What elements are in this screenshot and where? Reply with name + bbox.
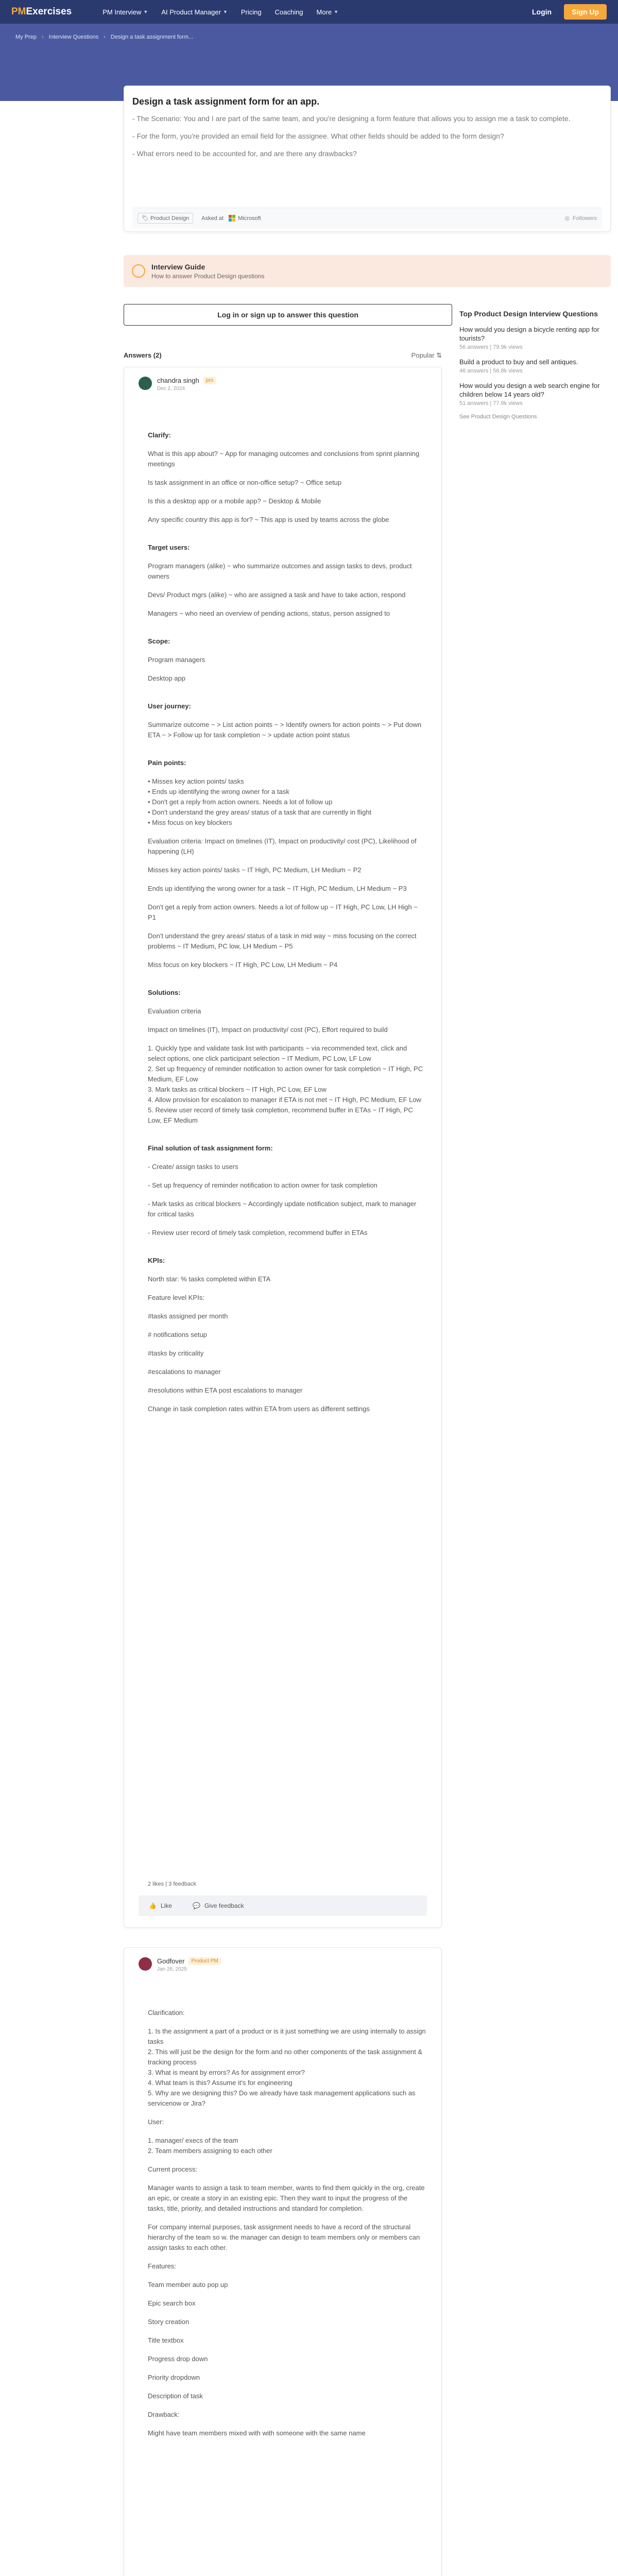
guide-title: Interview Guide: [151, 262, 205, 271]
question-title: Design a task assignment form for an app.: [132, 96, 320, 107]
answer-paragraph: 1. manager/ execs of the team 2. Team members assigning to each other: [148, 2137, 272, 2155]
answer-paragraph: • Misses key action points/ tasks • Ends up identifying the wrong owner for a task • Don't get a reply from action owners. Needs a lot of follow up • Don't understand the grey areas/ status of a task that are currently in flight • Miss focus on key blockers: [148, 777, 372, 826]
answer-body: [148, 1999, 426, 2438]
section-heading: Clarify:: [148, 431, 171, 439]
answer-paragraph: Miss focus on key blockers ~ IT High, PC Low, LH Medium ~ P4: [148, 961, 338, 969]
breadcrumb-separator: ›: [41, 34, 44, 40]
question-fields: - For the form, you're provided an email field for the assignee. What other fields should be added to the form design?: [132, 132, 504, 140]
answer-paragraph: Priority dropdown: [148, 2374, 200, 2381]
breadcrumb-separator: ›: [104, 34, 106, 40]
breadcrumb-interview-questions[interactable]: Interview Questions: [48, 34, 99, 40]
answer-paragraph: - Create/ assign tasks to users: [148, 1163, 238, 1171]
answer-paragraph: Don't understand the grey areas/ status of a task in mid way ~ miss focusing on the correct problems ~ IT Medium, PC low, LH Medium ~ P5: [148, 932, 417, 950]
question-scenario: - The Scenario: You and I are part of the same team, and you're designing a form feature that allows you to assign me a task to complete.: [132, 114, 571, 123]
answer-paragraph: Program managers (alike) ~ who summarize outcomes and assign tasks to devs, product owners: [148, 562, 412, 580]
signup-button[interactable]: Sign Up: [564, 4, 607, 20]
guide-subtitle: How to answer Product Design questions: [151, 272, 265, 280]
top-navbar: [0, 0, 618, 24]
answer-body: [148, 413, 426, 1414]
author-name[interactable]: chandra singh: [157, 377, 199, 384]
author-badge: Product PM: [188, 1957, 220, 1965]
product-design-tag[interactable]: 🏷 Product Design: [138, 213, 193, 224]
answer-paragraph: 1. Quickly type and validate task list with participants ~ via recommended text, click and select options, one click participant selection ~ IT Medium, PC Low, LF Low 2. Set up frequency of reminder notification to action owner for task completion ~ IT High, PC Medium, EF Low 3. Mark tasks as critical blockers ~ IT High, PC Low, EF Low 4. Allow provision for escalation to manager if ETA is not met ~ IT High, PC Medium, EF Low 5. Review user record of timely task completion, recommend buffer in ETAs ~ IT High, PC Low, EF Medium: [148, 1044, 423, 1124]
nav-pricing[interactable]: Pricing: [241, 8, 262, 16]
sidebar-question[interactable]: How would you design a bicycle renting app for tourists? 56 answers | 79.9k views: [459, 326, 599, 350]
author-name[interactable]: Godfover: [157, 1957, 185, 1965]
nav-more[interactable]: More ▼: [316, 8, 339, 16]
like-button[interactable]: 👍 Like: [149, 1902, 172, 1909]
answer-paragraph: Team member auto pop up: [148, 2281, 228, 2289]
answer-paragraph: Is this a desktop app or a mobile app? ~ Desktop & Mobile: [148, 497, 321, 505]
answer-paragraph: - Mark tasks as critical blockers ~ Accordingly update notification subject, mark to manager for critical tasks: [148, 1200, 417, 1218]
answer-paragraph: #tasks by criticality: [148, 1349, 204, 1357]
section-heading: User journey:: [148, 702, 191, 710]
answer-paragraph: What is this app about? ~ App for managing outcomes and conclusions from sprint planning meetings: [148, 450, 420, 468]
answer-date: Dec 2, 2024: [157, 386, 185, 392]
sidebar-question[interactable]: How would you design a web search engine for children below 14 years old? 51 answers | 77.9k views: [459, 382, 600, 406]
sidebar-question[interactable]: Build a product to buy and sell antiques. 46 answers | 56.8k views: [459, 358, 578, 374]
breadcrumb-my-prep[interactable]: My Prep: [15, 34, 37, 40]
answer-paragraph: 1. Is the assignment a part of a product or is it just something we are using internally to assign tasks 2. This will just be the design for the form and no other components of the task assignment & tracking process 3. What is meant by errors? As for assignment error? 4. What team is this? Assume it's for engineering 5. Why are we designing this? Do we already have task management applications such as servicenow or Jira?: [148, 2027, 426, 2107]
answer-paragraph: Summarize outcome ~ > List action points ~ > Identify owners for action points ~ > Put down ETA ~ > Follow up for task completion ~ > update action point status: [148, 721, 422, 739]
thumbs-up-icon: 👍: [149, 1902, 157, 1909]
answer-paragraph: Story creation: [148, 2318, 190, 2326]
answer-paragraph: Program managers: [148, 656, 205, 664]
answer-paragraph: User:: [148, 2118, 164, 2126]
answer-paragraph: Ends up identifying the wrong owner for a task ~ IT High, PC Medium, LH Medium ~ P3: [148, 885, 407, 892]
answer-paragraph: # notifications setup: [148, 1331, 207, 1338]
section-heading: Solutions:: [148, 989, 181, 996]
answer-paragraph: Epic search box: [148, 2299, 196, 2307]
question-card: [124, 86, 611, 232]
answer-paragraph: Title textbox: [148, 2336, 184, 2344]
avatar[interactable]: [139, 1957, 152, 1971]
answer-paragraph: - Set up frequency of reminder notification to action owner for task completion: [148, 1181, 377, 1189]
give-feedback-button[interactable]: 💬 Give feedback: [192, 1902, 244, 1909]
logo[interactable]: PMExercises: [11, 6, 72, 17]
section-heading: Pain points:: [148, 759, 186, 767]
answer-paragraph: #tasks assigned per month: [148, 1312, 228, 1320]
chevron-down-icon: ▼: [222, 9, 228, 14]
tag-icon: 🏷: [142, 215, 149, 222]
answer-paragraph: Might have team members mixed with with someone with the same name: [148, 2429, 366, 2437]
section-heading: KPIs:: [148, 1257, 165, 1264]
answer-paragraph: Misses key action points/ tasks ~ IT High, PC Medium, LH Medium ~ P2: [148, 866, 362, 874]
answer-paragraph: Evaluation criteria: [148, 1007, 201, 1015]
answer-stats: 2 likes | 3 feedback: [148, 1881, 196, 1887]
answer-paragraph: Devs/ Product mgrs (alike) ~ who are assigned a task and have to take action, respond: [148, 591, 406, 599]
answer-actions: [139, 1895, 427, 1916]
answer-paragraph: #resolutions within ETA post escalations to manager: [148, 1386, 303, 1394]
answer-date: Jan 26, 2025: [157, 1967, 187, 1972]
sidebar: [459, 309, 611, 420]
answer-paragraph: Evaluation criteria: Impact on timelines (IT), Impact on productivity/ cost (PC), Likelihood of happening (LH): [148, 837, 417, 855]
nav-ai-product-manager[interactable]: AI Product Manager ▼: [161, 8, 228, 16]
breadcrumb-current: Design a task assignment form...: [110, 34, 194, 40]
answer-paragraph: - Review user record of timely task completion, recommend buffer in ETAs: [148, 1229, 368, 1236]
sidebar-title: Top Product Design Interview Questions: [459, 310, 598, 318]
question-meta: [132, 208, 602, 228]
follow-icon: ◎: [564, 215, 570, 222]
answer-paragraph: Is task assignment in an office or non-office setup? ~ Office setup: [148, 479, 342, 486]
nav-pm-interview[interactable]: PM Interview ▼: [102, 8, 148, 16]
comment-icon: 💬: [192, 1902, 200, 1909]
answer-paragraph: Manager wants to assign a task to team member, wants to find them quickly in the org, create an epic, or create a story in an existing epic. Then they want to input the progress of the tasks, title, priority, and detailed instructions and standard for completion.: [148, 2184, 425, 2212]
answer-paragraph: Clarification:: [148, 2009, 185, 2016]
section-heading: Final solution of task assignment form:: [148, 1144, 273, 1152]
guide-icon: [132, 264, 145, 278]
answer-paragraph: Feature level KPIs:: [148, 1294, 204, 1301]
answer-paragraph: Description of task: [148, 2392, 203, 2400]
answers-header: [124, 351, 442, 360]
answer-card: [124, 1947, 442, 2576]
answer-paragraph: Don't get a reply from action owners. Needs a lot of follow up ~ IT High, PC Low, LH High ~ P1: [148, 903, 418, 921]
breadcrumb: [15, 34, 193, 40]
answer-paragraph: Desktop app: [148, 674, 185, 682]
chevron-down-icon: ▼: [143, 9, 148, 14]
section-heading: Target users:: [148, 544, 190, 551]
answer-paragraph: Impact on timelines (IT), Impact on productivity/ cost (PC), Effort required to build: [148, 1026, 388, 1033]
see-all-link[interactable]: See Product Design Questions: [459, 414, 537, 420]
answer-paragraph: Change in task completion rates within ETA from users as different settings: [148, 1405, 370, 1413]
answer-paragraph: Managers ~ who need an overview of pending actions, status, person assigned to: [148, 609, 390, 617]
asked-at-label: Asked at: [201, 215, 224, 222]
answers-count: Answers (2): [124, 351, 162, 359]
followers-button[interactable]: ◎ Followers: [564, 215, 597, 222]
question-errors: - What errors need to be accounted for, and are there any drawbacks?: [132, 149, 357, 158]
sort-dropdown[interactable]: Popular ⇅: [411, 351, 442, 359]
answer-paragraph: Current process:: [148, 2165, 198, 2173]
answer-paragraph: Progress drop down: [148, 2355, 208, 2363]
microsoft-logo-icon: [229, 215, 235, 222]
interview-guide-banner[interactable]: [124, 255, 611, 287]
answer-paragraph: Features:: [148, 2262, 176, 2270]
avatar[interactable]: [139, 377, 152, 390]
company-microsoft[interactable]: Microsoft: [229, 215, 261, 222]
answer-paragraph: For company internal purposes, task assignment needs to have a record of the structural hierarchy of the team so w. the manager can design to team members only or members can assign tasks to each other.: [148, 2223, 420, 2251]
answer-paragraph: Any specific country this app is for? ~ This app is used by teams across the globe: [148, 516, 389, 523]
author-badge: pro: [203, 377, 216, 384]
chevron-down-icon: ▼: [334, 9, 339, 14]
login-to-answer-button[interactable]: Log in or sign up to answer this question: [124, 304, 452, 326]
nav-coaching[interactable]: Coaching: [274, 8, 303, 16]
answer-paragraph: North star: % tasks completed within ETA: [148, 1275, 271, 1283]
answer-paragraph: Drawback:: [148, 2411, 180, 2418]
section-heading: Scope:: [148, 637, 170, 645]
answer-card: [124, 367, 442, 1928]
answer-paragraph: #escalations to manager: [148, 1368, 221, 1376]
login-link[interactable]: Login: [532, 8, 552, 16]
